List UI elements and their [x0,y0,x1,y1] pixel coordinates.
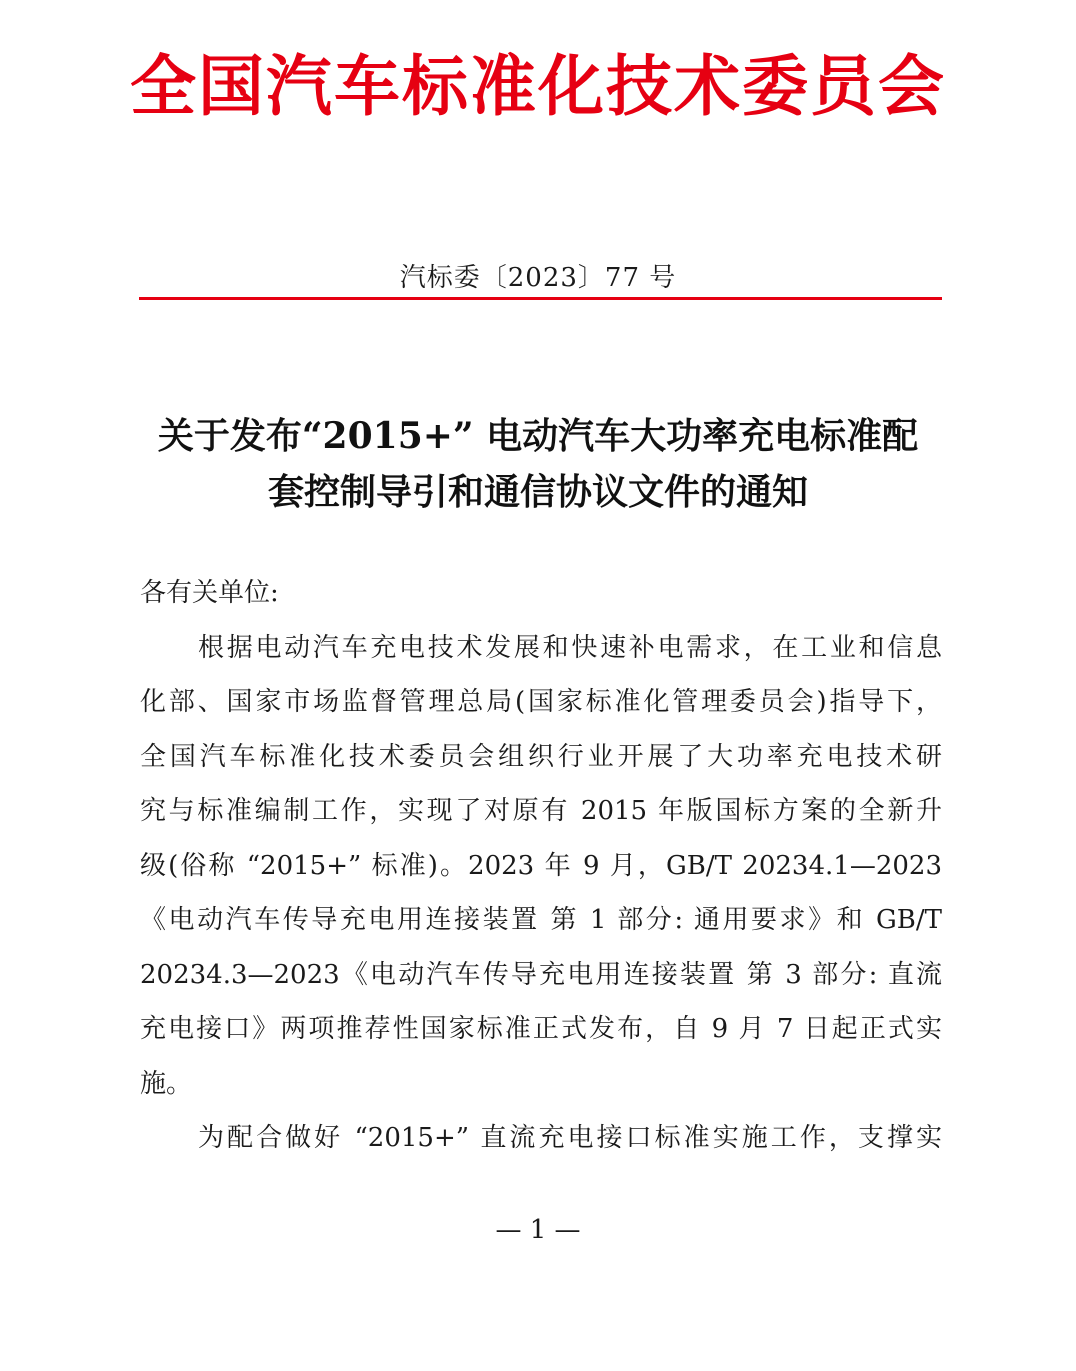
page-number: — 1 — [495,1215,581,1245]
body-line: 级(俗称 “2015+” 标准)。2023 年 9 月，GB/T 20234.1—2023 [140,850,942,881]
title-line-2: 套控制导引和通信协议文件的通知 [267,471,808,513]
organization-header: 全国汽车标准化技术委员会 [130,48,946,125]
document-number: 汽标委〔2023〕77 号 [399,263,677,293]
body-line: 20234.3—2023《电动汽车传导充电用连接装置 第 3 部分: 直流 [140,959,942,990]
title-line-1: 关于发布“2015+” 电动汽车大功率充电标准配 [157,415,919,457]
body-line: 究与标准编制工作，实现了对原有 2015 年版国标方案的全新升 [140,796,942,826]
body-line: 为配合做好 “2015+” 直流充电接口标准实施工作，支撑实 [198,1123,942,1153]
body-line: 《电动汽车传导充电用连接装置 第 1 部分: 通用要求》和 GB/T [140,905,942,935]
body-line: 全国汽车标准化技术委员会组织行业开展了大功率充电技术研 [140,741,942,772]
red-divider-line [139,297,942,300]
body-line: 根据电动汽车充电技术发展和快速补电需求，在工业和信息 [198,632,942,663]
document-title [130,408,946,520]
document-body [140,566,942,1166]
body-line: 充电接口》两项推荐性国家标准正式发布，自 9 月 7 日起正式实 [140,1014,942,1044]
body-line: 施。 [140,1068,193,1099]
salutation: 各有关单位: [140,578,279,608]
body-line: 化部、国家市场监督管理总局(国家标准化管理委员会)指导下， [140,687,942,717]
